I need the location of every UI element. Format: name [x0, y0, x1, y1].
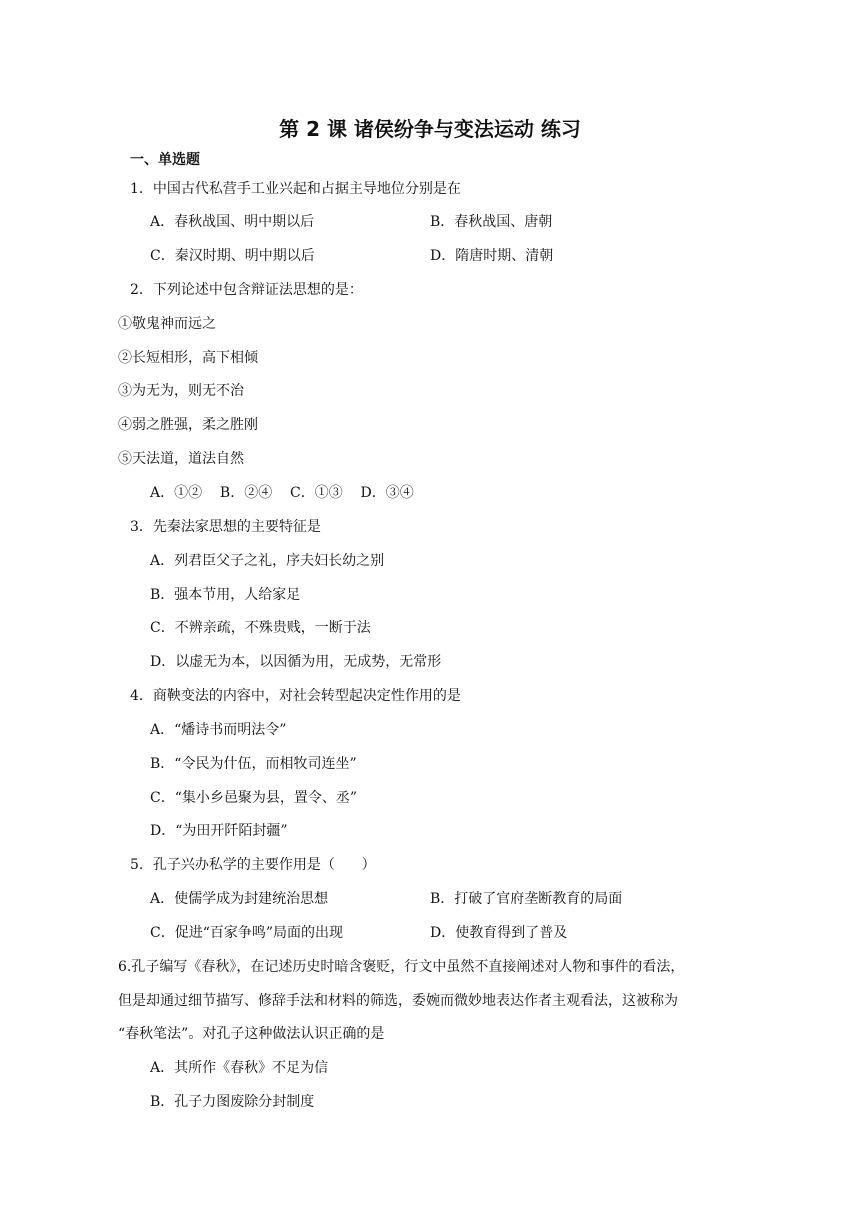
question-2-item-5: ⑤天法道，道法自然: [118, 451, 244, 467]
question-6-stem-line-3: “春秋笔法”。对孔子这种做法认识正确的是: [118, 1026, 385, 1042]
question-3-stem: 3．先秦法家思想的主要特征是: [130, 519, 321, 535]
question-4-option-a: A．“燔诗书而明法令”: [150, 722, 287, 738]
question-6-option-a: A．其所作《春秋》不足为信: [150, 1060, 329, 1076]
question-1-option-d: D．隋唐时期、清朝: [430, 248, 554, 264]
page-title: 第 2 课 诸侯纷争与变法运动 练习: [279, 117, 581, 141]
question-1-option-b: B．春秋战国、唐朝: [430, 214, 553, 230]
question-3-option-c: C．不辨亲疏，不殊贵贱，一断于法: [150, 620, 371, 636]
question-5-option-a: A．使儒学成为封建统治思想: [150, 891, 329, 907]
question-5-option-d: D．使教育得到了普及: [430, 925, 568, 941]
section-heading: 一、单选题: [130, 152, 200, 168]
question-6-stem-line-2: 但是却通过细节描写、修辞手法和材料的筛选，委婉而微妙地表达作者主观看法，这被称为: [118, 993, 678, 1009]
question-4-option-c: C．“集小乡邑聚为县，置令、丞”: [150, 790, 358, 806]
question-2-item-1: ①敬鬼神而远之: [118, 316, 216, 332]
question-2-item-4: ④弱之胜强，柔之胜刚: [118, 417, 258, 433]
question-2-options: A．①② B．②④ C．①③ D．③④: [150, 485, 414, 501]
question-1-option-c: C．秦汉时期、明中期以后: [150, 248, 315, 264]
question-5-stem: 5．孔子兴办私学的主要作用是（ ）: [130, 857, 376, 873]
question-4-stem: 4．商鞅变法的内容中，对社会转型起决定性作用的是: [130, 688, 461, 704]
question-1-option-a: A．春秋战国、明中期以后: [150, 214, 315, 230]
question-2-item-3: ③为无为，则无不治: [118, 383, 244, 399]
question-6-stem-line-1: 6.孔子编写《春秋》，在记述历史时暗含褒贬，行文中虽然不直接阐述对人物和事件的看法，: [118, 959, 685, 975]
question-4-option-b: B．“令民为什伍，而相牧司连坐”: [150, 756, 357, 772]
question-6-option-b: B．孔子力图废除分封制度: [150, 1094, 315, 1110]
question-3-option-d: D．以虚无为本，以因循为用，无成势，无常形: [150, 654, 442, 670]
question-3-option-a: A．列君臣父子之礼，序夫妇长幼之别: [150, 553, 385, 569]
question-5-option-c: C．促进“百家争鸣”局面的出现: [150, 925, 344, 941]
question-2-stem: 2．下列论述中包含辩证法思想的是：: [130, 282, 363, 298]
question-5-option-b: B．打破了官府垄断教育的局面: [430, 891, 623, 907]
question-2-item-2: ②长短相形，高下相倾: [118, 350, 258, 366]
question-3-option-b: B．强本节用，人给家足: [150, 587, 301, 603]
question-4-option-d: D．“为田开阡陌封疆”: [150, 823, 288, 839]
question-1-stem: 1．中国古代私营手工业兴起和占据主导地位分别是在: [130, 181, 461, 197]
